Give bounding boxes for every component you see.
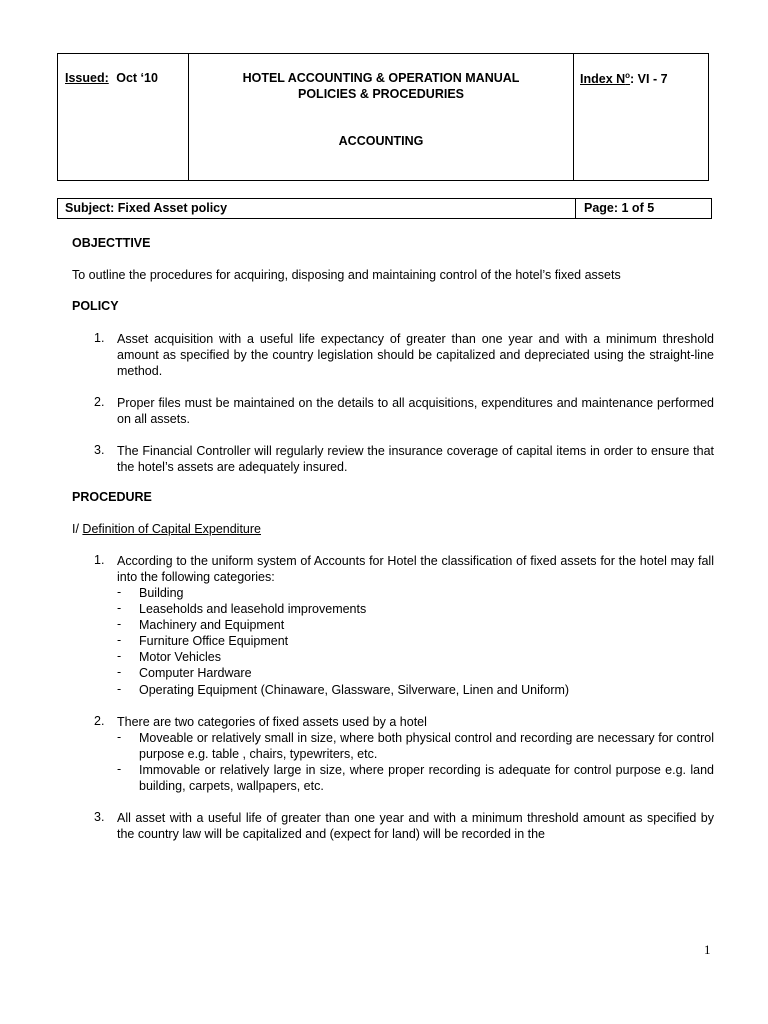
- list-item: Furniture Office Equipment: [139, 634, 289, 648]
- list-item: Machinery and Equipment: [139, 618, 285, 632]
- issued-cell: [58, 54, 189, 180]
- policy-item-number: 2.: [94, 395, 105, 409]
- index-value: : VI - 7: [630, 72, 668, 87]
- list-bullet: -: [117, 665, 122, 679]
- objective-heading: OBJECTTIVE: [72, 236, 151, 250]
- list-item: Building: [139, 586, 184, 600]
- list-bullet: -: [117, 585, 122, 599]
- procedure-subheading: I/ Definition of Capital Expenditure: [72, 522, 261, 536]
- list-item: Immovable or relatively large in size, where proper recording is adequate for control purpose e.g. land building, carpets, wallpapers, etc.: [139, 763, 714, 793]
- section-title: ACCOUNTING: [338, 134, 424, 148]
- capital-expenditure-title: Definition of Capital Expenditure: [82, 522, 261, 536]
- manual-title: HOTEL ACCOUNTING & OPERATION MANUAL: [242, 71, 520, 85]
- index-label: Index $N^o$: [580, 71, 631, 87]
- policy-item-text: Proper files must be maintained on the details to all acquisitions, expenditures and maintenance performed on all assets.: [117, 396, 714, 426]
- policy-item-number: 3.: [94, 443, 105, 457]
- objective-text: To outline the procedures for acquiring, disposing and maintaining control of the hotel’s fixed assets: [72, 268, 621, 282]
- subject-table: [57, 198, 712, 219]
- issued-value: Oct ‘10: [116, 71, 158, 85]
- list-bullet: -: [117, 633, 122, 647]
- page-number: 1: [704, 942, 711, 957]
- subject-label: Subject: Fixed Asset policy: [58, 199, 576, 218]
- manual-subtitle: POLICIES & PROCEDURIES: [298, 87, 464, 101]
- policy-item-text: The Financial Controller will regularly review the insurance coverage of capital items in order to ensure that the hotel’s assets are adequately insured.: [117, 444, 714, 474]
- list-item: Operating Equipment (Chinaware, Glassware, Silverware, Linen and Uniform): [139, 683, 570, 697]
- list-bullet: -: [117, 617, 122, 631]
- index-cell: [574, 54, 708, 180]
- list-item: Leaseholds and leasehold improvements: [139, 602, 367, 616]
- procedure-item-number: 2.: [94, 714, 105, 728]
- issued-label: Issued:: [65, 71, 109, 85]
- procedure-item-number: 3.: [94, 810, 105, 824]
- procedure-heading: PROCEDURE: [72, 490, 152, 504]
- list-item: Computer Hardware: [139, 666, 252, 680]
- header-table: [57, 53, 709, 181]
- list-bullet: -: [117, 601, 122, 615]
- list-bullet: -: [117, 762, 122, 776]
- procedure-item-text: All asset with a useful life of greater than one year and with a minimum threshold amount as specified by the country law will be capitalized and (expect for land) will be recorded in the: [117, 811, 714, 841]
- list-item: Motor Vehicles: [139, 650, 221, 664]
- list-bullet: -: [117, 649, 122, 663]
- list-item: Moveable or relatively small in size, where both physical control and recording are necessary for control purpose e.g. table , chairs, typewriters, etc.: [139, 731, 714, 761]
- procedure-item-number: 1.: [94, 553, 105, 567]
- title-cell: [189, 54, 574, 180]
- list-bullet: -: [117, 730, 122, 744]
- list-bullet: -: [117, 682, 122, 696]
- policy-heading: POLICY: [72, 299, 119, 313]
- page-indicator: Page: 1 of 5: [584, 201, 655, 215]
- procedure-item-text: There are two categories of fixed assets used by a hotel: [117, 715, 427, 729]
- policy-item-text: Asset acquisition with a useful life expectancy of greater than one year and with a minimum threshold amount as specified by the country legislation should be capitalized and depreciated using the straight-line method.: [117, 332, 714, 378]
- policy-item-number: 1.: [94, 331, 105, 345]
- procedure-item-text: According to the uniform system of Accounts for Hotel the classification of fixed assets for the hotel may fall into the following categories:: [117, 554, 714, 584]
